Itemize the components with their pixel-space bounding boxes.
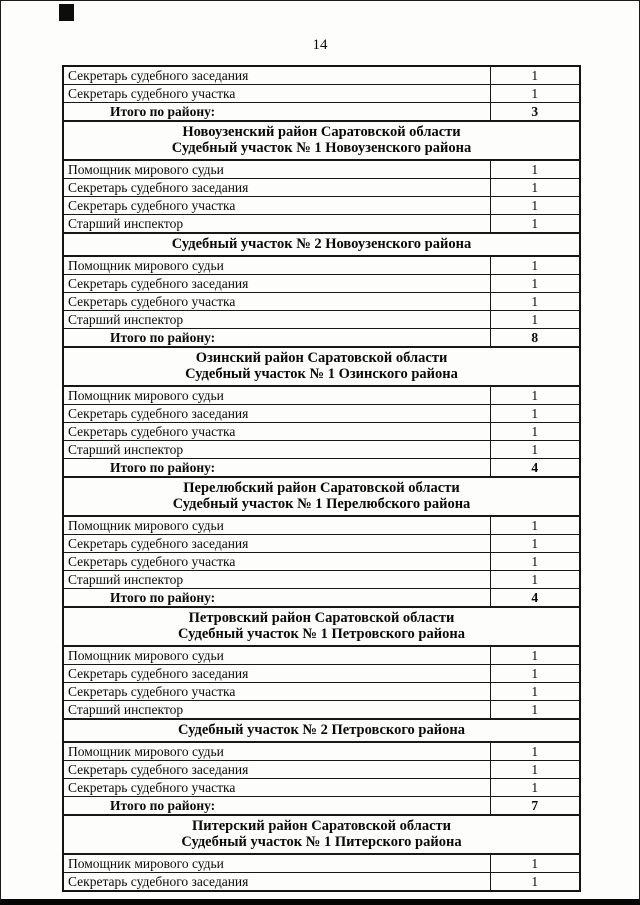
position-row [63,311,580,329]
district-total-row [63,329,580,348]
position-label: Секретарь судебного участка [63,293,490,311]
position-label: Секретарь судебного заседания [63,665,490,683]
position-label: Секретарь судебного участка [63,683,490,701]
section-header-row [63,607,580,646]
section-header-cell [63,815,580,854]
position-count: 1 [490,553,580,571]
position-count: 1 [490,535,580,553]
position-count: 1 [490,873,580,892]
section-header-row [63,815,580,854]
position-row [63,779,580,797]
section-header-row [63,233,580,256]
section-header-line: Новоузенский район Саратовской области [182,124,461,140]
section-header-line: Судебный участок № 1 Озинского района [185,366,458,382]
position-count: 1 [490,275,580,293]
position-count: 1 [490,571,580,589]
section-header-row [63,719,580,742]
position-count: 1 [490,256,580,275]
section-header-line: Судебный участок № 1 Петровского района [178,626,465,642]
position-label: Помощник мирового судьи [63,160,490,179]
position-row [63,441,580,459]
section-header-line: Судебный участок № 2 Петровского района [178,722,465,738]
district-total-count: 4 [490,459,580,478]
position-label: Помощник мирового судьи [63,854,490,873]
section-header-line: Озинский район Саратовской области [195,350,448,366]
position-row [63,386,580,405]
staffing-table [62,65,581,892]
page-number: 14 [312,37,328,53]
position-row [63,553,580,571]
position-count: 1 [490,761,580,779]
position-label: Помощник мирового судьи [63,256,490,275]
position-row [63,535,580,553]
section-header-cell [63,121,580,160]
position-label: Старший инспектор [63,441,490,459]
position-row [63,179,580,197]
position-label: Секретарь судебного участка [63,779,490,797]
position-count: 1 [490,311,580,329]
position-label: Секретарь судебного участка [63,553,490,571]
position-label: Помощник мирового судьи [63,386,490,405]
position-row [63,646,580,665]
position-label: Помощник мирового судьи [63,742,490,761]
section-header-cell [63,233,580,256]
position-row [63,742,580,761]
position-count: 1 [490,197,580,215]
district-total-label: Итого по району: [63,103,490,122]
position-row [63,571,580,589]
position-count: 1 [490,179,580,197]
section-header-row [63,121,580,160]
position-count: 1 [490,386,580,405]
section-header-cell [63,719,580,742]
position-label: Секретарь судебного участка [63,85,490,103]
district-total-label: Итого по району: [63,329,490,348]
scan-artifact [59,4,74,21]
position-count: 1 [490,516,580,535]
position-count: 1 [490,683,580,701]
position-label: Секретарь судебного заседания [63,535,490,553]
section-header-cell [63,477,580,516]
position-row [63,516,580,535]
position-label: Секретарь судебного заседания [63,275,490,293]
position-row [63,423,580,441]
section-header-line: Судебный участок № 1 Питерского района [181,834,462,850]
position-count: 1 [490,779,580,797]
position-count: 1 [490,701,580,720]
position-count: 1 [490,742,580,761]
section-header-row [63,477,580,516]
position-label: Старший инспектор [63,215,490,234]
district-total-row [63,459,580,478]
position-row [63,293,580,311]
position-row [63,215,580,234]
district-total-label: Итого по району: [63,797,490,816]
position-count: 1 [490,405,580,423]
position-row [63,701,580,720]
section-header-cell [63,607,580,646]
district-total-count: 4 [490,589,580,608]
position-label: Помощник мирового судьи [63,646,490,665]
position-row [63,683,580,701]
district-total-count: 8 [490,329,580,348]
position-count: 1 [490,441,580,459]
section-header-line: Питерский район Саратовской области [191,818,452,834]
position-row [63,160,580,179]
position-label: Секретарь судебного заседания [63,405,490,423]
position-label: Старший инспектор [63,701,490,720]
position-label: Помощник мирового судьи [63,516,490,535]
section-header-line: Перелюбский район Саратовской области [183,480,460,496]
district-total-row [63,797,580,816]
position-row [63,66,580,85]
position-count: 1 [490,160,580,179]
position-row [63,873,580,892]
section-header-row [63,347,580,386]
position-count: 1 [490,66,580,85]
position-count: 1 [490,854,580,873]
section-header-line: Петровский район Саратовской области [188,610,455,626]
district-total-row [63,589,580,608]
position-row [63,405,580,423]
position-label: Старший инспектор [63,571,490,589]
position-label: Старший инспектор [63,311,490,329]
district-total-row [63,103,580,122]
district-total-count: 3 [490,103,580,122]
section-header-line: Судебный участок № 1 Новоузенского района [171,140,472,156]
position-count: 1 [490,665,580,683]
district-total-label: Итого по району: [63,459,490,478]
section-header-line: Судебный участок № 2 Новоузенского района [171,236,472,252]
staffing-table-body [63,66,580,891]
position-row [63,275,580,293]
position-label: Секретарь судебного заседания [63,66,490,85]
position-label: Секретарь судебного участка [63,423,490,441]
position-row [63,854,580,873]
position-label: Секретарь судебного заседания [63,179,490,197]
position-label: Секретарь судебного заседания [63,761,490,779]
district-total-label: Итого по району: [63,589,490,608]
position-row [63,256,580,275]
position-count: 1 [490,293,580,311]
position-count: 1 [490,646,580,665]
position-label: Секретарь судебного заседания [63,873,490,892]
position-count: 1 [490,85,580,103]
section-header-line: Судебный участок № 1 Перелюбского района [172,496,471,512]
position-label: Секретарь судебного участка [63,197,490,215]
district-total-count: 7 [490,797,580,816]
position-row [63,197,580,215]
position-row [63,85,580,103]
position-row [63,665,580,683]
position-count: 1 [490,423,580,441]
section-header-cell [63,347,580,386]
position-row [63,761,580,779]
position-count: 1 [490,215,580,234]
